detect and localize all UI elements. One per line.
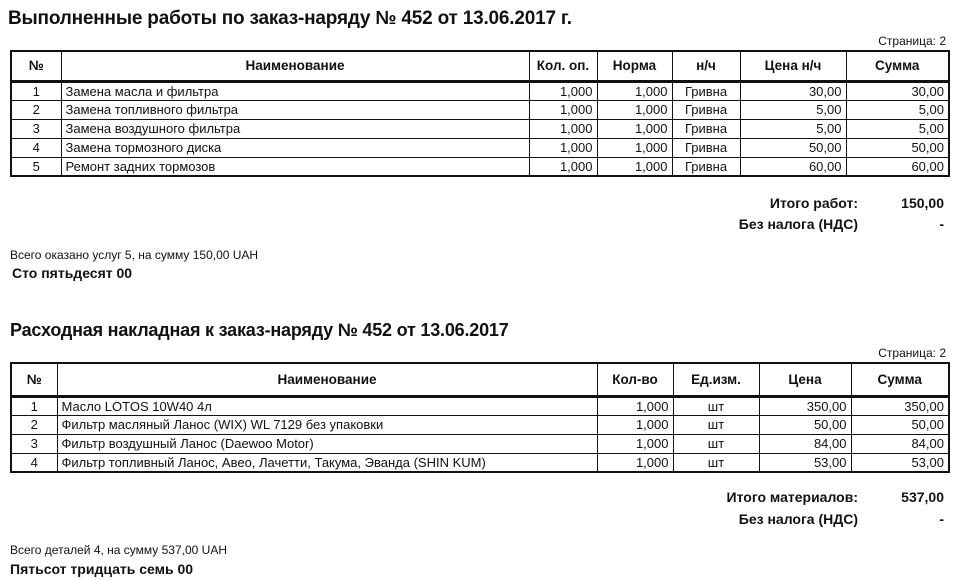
works-col-qty: Кол. оп. (529, 51, 597, 81)
cell-unit: Гривна (672, 119, 740, 138)
cell-price: 84,00 (759, 434, 851, 453)
cell-price: 53,00 (759, 453, 851, 472)
cell-norm: 1,000 (597, 157, 672, 176)
materials-title: Расходная накладная к заказ-наряду № 452 от 13.06.2017 (10, 320, 509, 340)
works-col-number: № (11, 51, 61, 81)
cell-name: Замена масла и фильтра (61, 81, 529, 100)
cell-unit: шт (673, 453, 759, 472)
cell-name: Замена воздушного фильтра (61, 119, 529, 138)
cell-unit: шт (673, 396, 759, 415)
cell-sum: 84,00 (851, 434, 949, 453)
cell-price: 350,00 (759, 396, 851, 415)
cell-norm: 1,000 (597, 138, 672, 157)
cell-number: 3 (11, 119, 61, 138)
cell-sum: 30,00 (846, 81, 949, 100)
materials-col-qty: Кол-во (597, 363, 673, 396)
cell-price: 5,00 (740, 119, 846, 138)
cell-number: 2 (11, 100, 61, 119)
materials-total-label: Итого материалов: (726, 489, 858, 505)
works-tax-label: Без налога (НДС) (738, 216, 858, 232)
table-row (11, 100, 949, 119)
cell-name: Замена тормозного диска (61, 138, 529, 157)
cell-qty: 1,000 (597, 434, 673, 453)
works-summary: Всего оказано услуг 5, на сумму 150,00 UAH (10, 248, 259, 262)
materials-table (10, 362, 950, 473)
materials-sum-in-words: Пятьсот тридцать семь 00 (10, 561, 194, 577)
materials-total-value: 537,00 (901, 489, 944, 505)
materials-col-name: Наименование (57, 363, 597, 396)
table-row (11, 434, 949, 453)
cell-unit: Гривна (672, 100, 740, 119)
works-total-value: 150,00 (901, 195, 944, 211)
cell-price: 50,00 (740, 138, 846, 157)
materials-summary: Всего деталей 4, на сумму 537,00 UAH (10, 543, 228, 557)
works-page-number: Страница: 2 (878, 34, 946, 48)
works-col-name: Наименование (61, 51, 529, 81)
cell-qty: 1,000 (529, 157, 597, 176)
cell-price: 50,00 (759, 415, 851, 434)
materials-page-number: Страница: 2 (878, 346, 946, 360)
cell-unit: Гривна (672, 138, 740, 157)
cell-price: 5,00 (740, 100, 846, 119)
cell-unit: Гривна (672, 81, 740, 100)
works-total-label: Итого работ: (769, 195, 858, 211)
cell-sum: 350,00 (851, 396, 949, 415)
cell-name: Масло LOTOS 10W40 4л (57, 396, 597, 415)
cell-name: Фильтр топливный Ланос, Авео, Лачетти, Такума, Эванда (SHIN KUM) (57, 453, 597, 472)
table-row (11, 81, 949, 100)
table-row (11, 453, 949, 472)
cell-number: 3 (11, 434, 57, 453)
materials-tax-value: - (939, 511, 944, 527)
cell-number: 2 (11, 415, 57, 434)
cell-sum: 5,00 (846, 119, 949, 138)
cell-qty: 1,000 (597, 453, 673, 472)
works-col-sum: Сумма (846, 51, 949, 81)
cell-norm: 1,000 (597, 119, 672, 138)
cell-unit: шт (673, 434, 759, 453)
materials-col-price: Цена (759, 363, 851, 396)
table-row (11, 119, 949, 138)
cell-norm: 1,000 (597, 81, 672, 100)
materials-header-row (11, 363, 949, 396)
cell-qty: 1,000 (597, 396, 673, 415)
cell-norm: 1,000 (597, 100, 672, 119)
cell-qty: 1,000 (529, 81, 597, 100)
cell-name: Ремонт задних тормозов (61, 157, 529, 176)
cell-sum: 50,00 (846, 138, 949, 157)
works-title: Выполненные работы по заказ-наряду № 452 от 13.06.2017 г. (8, 8, 572, 29)
cell-number: 1 (11, 396, 57, 415)
cell-qty: 1,000 (529, 138, 597, 157)
cell-price: 30,00 (740, 81, 846, 100)
cell-name: Фильтр воздушный Ланос (Daewoo Motor) (57, 434, 597, 453)
cell-price: 60,00 (740, 157, 846, 176)
works-col-norm: Норма (597, 51, 672, 81)
cell-number: 4 (11, 138, 61, 157)
cell-name: Фильтр масляный Ланос (WIX) WL 7129 без упаковки (57, 415, 597, 434)
cell-unit: шт (673, 415, 759, 434)
cell-number: 4 (11, 453, 57, 472)
cell-number: 5 (11, 157, 61, 176)
works-col-unit: н/ч (672, 51, 740, 81)
works-tax-value: - (939, 216, 944, 232)
materials-col-number: № (11, 363, 57, 396)
cell-sum: 50,00 (851, 415, 949, 434)
cell-unit: Гривна (672, 157, 740, 176)
materials-col-unit: Ед.изм. (673, 363, 759, 396)
table-row (11, 415, 949, 434)
cell-name: Замена топливного фильтра (61, 100, 529, 119)
works-col-price: Цена н/ч (740, 51, 846, 81)
table-row (11, 157, 949, 176)
works-header-row (11, 51, 949, 81)
cell-sum: 60,00 (846, 157, 949, 176)
works-table (10, 50, 950, 177)
cell-qty: 1,000 (597, 415, 673, 434)
cell-qty: 1,000 (529, 119, 597, 138)
materials-col-sum: Сумма (851, 363, 949, 396)
cell-sum: 53,00 (851, 453, 949, 472)
table-row (11, 138, 949, 157)
cell-number: 1 (11, 81, 61, 100)
cell-qty: 1,000 (529, 100, 597, 119)
works-sum-in-words: Сто пятьдесят 00 (12, 265, 133, 281)
cell-sum: 5,00 (846, 100, 949, 119)
table-row (11, 396, 949, 415)
materials-tax-label: Без налога (НДС) (738, 511, 858, 527)
